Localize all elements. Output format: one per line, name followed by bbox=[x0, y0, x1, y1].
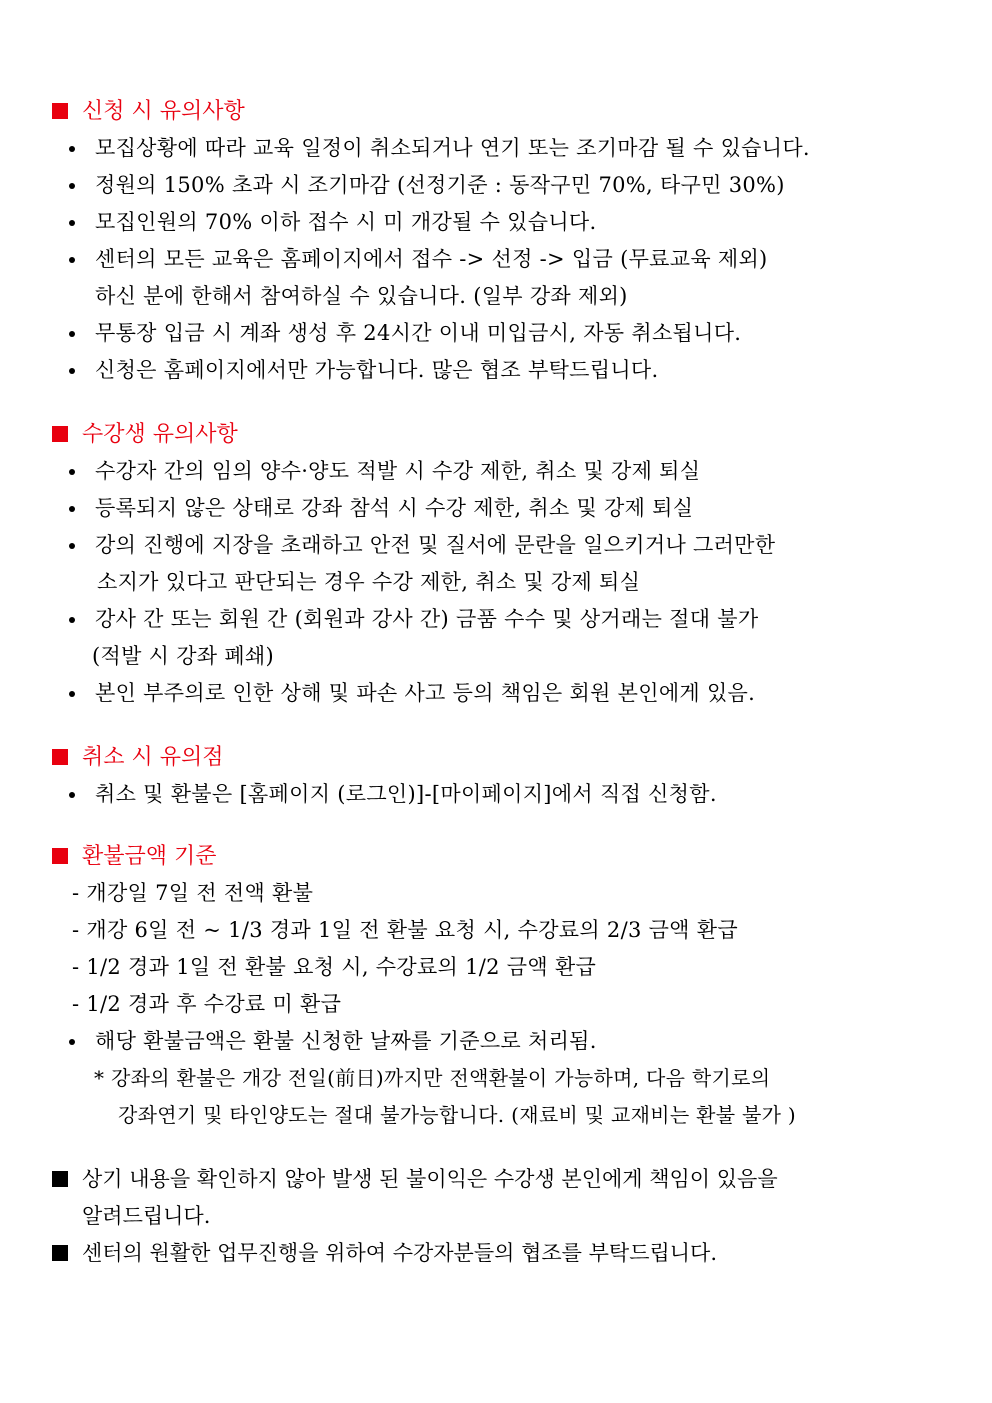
list-item: 해당 환불금액은 환불 신청한 날짜를 기준으로 처리됨. bbox=[52, 1023, 952, 1060]
list-item: 신청은 홈페이지에서만 가능합니다. 많은 협조 부탁드립니다. bbox=[52, 352, 952, 389]
refund-rule-item: - 1/2 경과 1일 전 환불 요청 시, 수강료의 1/2 금액 환급 bbox=[72, 955, 597, 979]
red-square-icon bbox=[52, 749, 68, 765]
list-item-continuation: 하신 분에 한해서 참여하실 수 있습니다. (일부 강좌 제외) bbox=[95, 284, 628, 308]
list-item: 취소 및 환불은 [홈페이지 (로그인)]-[마이페이지]에서 직접 신청함. bbox=[52, 776, 952, 813]
list-item: 센터의 모든 교육은 홈페이지에서 접수 -> 선정 -> 입금 (무료교육 제외) bbox=[52, 241, 952, 278]
bullet-icon bbox=[69, 1039, 75, 1045]
refund-rule-item: - 개강일 7일 전 전액 환불 bbox=[72, 881, 314, 905]
list-item: 등록되지 않은 상태로 강좌 참석 시 수강 제한, 취소 및 강제 퇴실 bbox=[52, 490, 952, 527]
section-refund-criteria bbox=[52, 838, 952, 1134]
section-heading: 취소 시 유의점 bbox=[52, 739, 952, 776]
red-square-icon bbox=[52, 848, 68, 864]
bullet-icon bbox=[69, 792, 75, 798]
section-heading: 환불금액 기준 bbox=[52, 838, 952, 875]
footer-notes bbox=[52, 1161, 952, 1272]
list-item: 본인 부주의로 인한 상해 및 파손 사고 등의 책임은 회원 본인에게 있음. bbox=[52, 675, 952, 712]
list-item: 정원의 150% 초과 시 조기마감 (선정기준 : 동작구민 70%, 타구민 30%) bbox=[52, 167, 952, 204]
bullet-icon bbox=[69, 331, 75, 337]
list-item: 강의 진행에 지장을 초래하고 안전 및 질서에 문란을 일으키거나 그러만한 bbox=[52, 527, 952, 564]
list-item: 강사 간 또는 회원 간 (회원과 강사 간) 금품 수수 및 상거래는 절대 불가 bbox=[52, 601, 952, 638]
list-item: 수강자 간의 임의 양수·양도 적발 시 수강 제한, 취소 및 강제 퇴실 bbox=[52, 453, 952, 490]
bullet-icon bbox=[69, 469, 75, 475]
bullet-icon bbox=[69, 543, 75, 549]
list-item: 모집상황에 따라 교육 일정이 취소되거나 연기 또는 조기마감 될 수 있습니다. bbox=[52, 130, 952, 167]
refund-rule-item: - 개강 6일 전 ~ 1/3 경과 1일 전 환불 요청 시, 수강료의 2/3 금액 환급 bbox=[72, 918, 738, 942]
bullet-icon bbox=[69, 257, 75, 263]
refund-rule-item: - 1/2 경과 후 수강료 미 환급 bbox=[72, 992, 342, 1016]
refund-note-continuation: 강좌연기 및 타인양도는 절대 불가능합니다. (재료비 및 교재비는 환불 불가 ) bbox=[118, 1103, 797, 1127]
red-square-icon bbox=[52, 426, 68, 442]
section-application-notes bbox=[52, 93, 952, 389]
bullet-icon bbox=[69, 506, 75, 512]
bullet-icon bbox=[69, 368, 75, 374]
list-item-continuation: 소지가 있다고 판단되는 경우 수강 제한, 취소 및 강제 퇴실 bbox=[97, 570, 641, 594]
footer-note: 센터의 원활한 업무진행을 위하여 수강자분들의 협조를 부탁드립니다. bbox=[52, 1235, 952, 1272]
list-item-continuation: (적발 시 강좌 폐쇄) bbox=[92, 644, 275, 668]
list-item: 무통장 입금 시 계좌 생성 후 24시간 이내 미입금시, 자동 취소됩니다. bbox=[52, 315, 952, 352]
list-item: 모집인원의 70% 이하 접수 시 미 개강될 수 있습니다. bbox=[52, 204, 952, 241]
bullet-icon bbox=[69, 146, 75, 152]
refund-note: * 강좌의 환불은 개강 전일(前日)까지만 전액환불이 가능하며, 다음 학기로의 bbox=[94, 1066, 771, 1090]
bullet-icon bbox=[69, 183, 75, 189]
red-square-icon bbox=[52, 103, 68, 119]
footer-note: 상기 내용을 확인하지 않아 발생 된 불이익은 수강생 본인에게 책임이 있음을 bbox=[52, 1161, 952, 1198]
section-student-notes bbox=[52, 416, 952, 712]
bullet-icon bbox=[69, 220, 75, 226]
bullet-icon bbox=[69, 691, 75, 697]
black-square-icon bbox=[52, 1171, 68, 1187]
footer-note-continuation: 알려드립니다. bbox=[82, 1204, 211, 1228]
section-cancel-notes bbox=[52, 739, 952, 813]
section-heading: 수강생 유의사항 bbox=[52, 416, 952, 453]
black-square-icon bbox=[52, 1245, 68, 1261]
bullet-icon bbox=[69, 617, 75, 623]
section-heading: 신청 시 유의사항 bbox=[52, 93, 952, 130]
